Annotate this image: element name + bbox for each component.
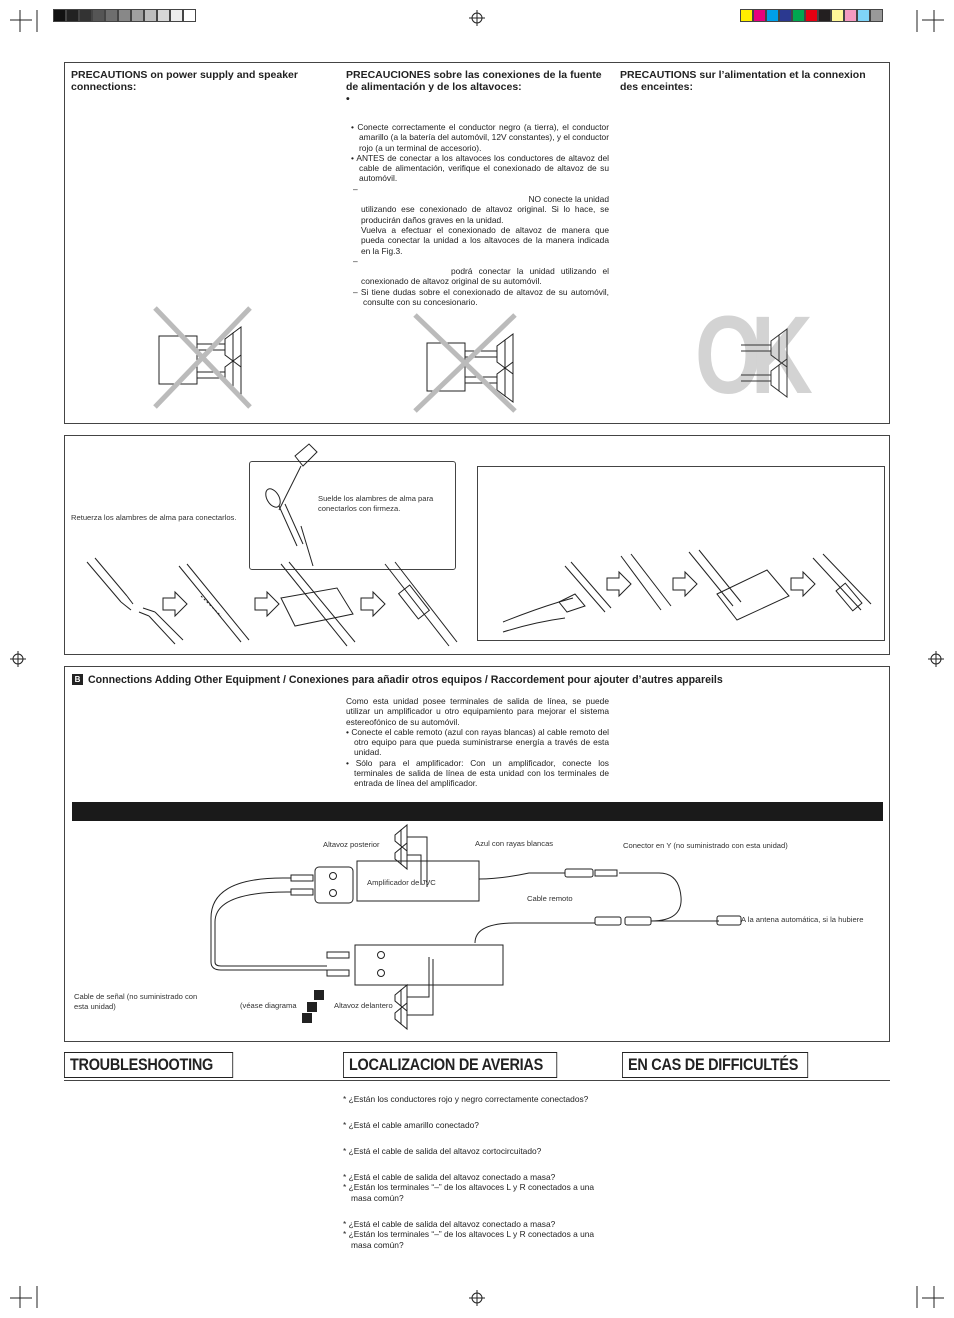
precautions-es-body: • Conecte correctamente el conductor negro (a tierra), el conductor amarillo (a la batería del automóvil, 12V constantes), y el conductor rojo (a un terminal de accesorio). • ANTES de conectar a los altavoces los conductores de altavoz del cable de alimentación, verifique el conexionado de altavoz de su automóvil. – NO conecte la unidad utilizando ese conexionado de altavoz original. Si lo hace, se producirán daños graves en la unidad. Vuelva a efectuar el conexionado de altavoz de manera que pueda conectar la unidad a los altavoces de la manera indicada en la Fig.3. – podrá conectar la unidad utilizando el conexionado de altavoz original de su automóvil. – Si tiene dudas sobre el conexionado de altavoz de su automóvil, consulte con su concesionario. — [351, 122, 609, 308]
troubleshooting-item: * ¿Está el cable de salida del altavoz cortocircuitado? — [343, 1146, 542, 1156]
label-blue-white: Azul con rayas blancas — [475, 839, 554, 848]
grey-swatch — [131, 9, 144, 22]
label-jvc-amp: Amplificador de JVC — [367, 878, 436, 887]
precautions-es-heading: PRECAUCIONES sobre las conexiones de la fuente de alimentación y de los altavoces: • — [346, 69, 602, 105]
grey-swatch — [53, 9, 66, 22]
connection-diagram — [65, 667, 891, 1043]
cmyk-swatch — [740, 9, 753, 22]
troubleshooting-es-title: LOCALIZACION DE AVERIAS — [343, 1052, 557, 1078]
troubleshooting-en-title: TROUBLESHOOTING — [64, 1052, 233, 1078]
wiring-steps-illustration — [65, 436, 891, 656]
cmyk-swatch — [818, 9, 831, 22]
cmyk-swatch — [831, 9, 844, 22]
precautions-panel — [64, 62, 890, 424]
grey-swatch — [170, 9, 183, 22]
connections-panel — [64, 666, 890, 1042]
grey-swatch — [144, 9, 157, 22]
troubleshooting-item: * ¿Está el cable amarillo conectado? — [343, 1120, 479, 1130]
connections-title: B Connections Adding Other Equipment / Conexiones para añadir otros equipos / Raccordement pour ajouter d’autres appareils — [72, 674, 884, 686]
grey-swatch — [118, 9, 131, 22]
precautions-fr-heading: PRECAUTIONS sur l’alimentation et la connexion des enceintes: — [620, 69, 866, 93]
label-signal-cable: Cable de señal (no suministrado con esta unidad) — [74, 992, 198, 1011]
ok-speaker-illustration — [65, 63, 891, 425]
cmyk-swatch — [870, 9, 883, 22]
label-front-speaker: Altavoz delantero — [334, 1001, 393, 1010]
cmyk-swatch — [792, 9, 805, 22]
grey-swatch — [183, 9, 196, 22]
troubleshooting-item: * ¿Está el cable de salida del altavoz conectado a masa? * ¿Están los terminales “–” de los altavoces L y R conectados a una masa común? — [343, 1219, 595, 1250]
label-rear-speaker: Altavoz posterior — [323, 840, 380, 849]
cmyk-swatch — [805, 9, 818, 22]
grey-swatch — [105, 9, 118, 22]
precautions-en-heading: PRECAUTIONS on power supply and speaker connections: — [71, 69, 298, 93]
cmyk-color-bar — [740, 9, 883, 22]
cmyk-swatch — [753, 9, 766, 22]
grey-color-bar — [53, 9, 196, 22]
connections-es-body: Como esta unidad posee terminales de salida de línea, se puede utilizar un amplificador u otro equipamiento para mejorar el sistema estereofónico de su automóvil. • Conecte el cable remoto (azul con rayas blancas) al cable remoto del otro equipo para que pueda suministrarse energía a través de esta unidad. • Sólo para el amplificador: Con un amplificador, conecte los terminales de salida de línea de esta unidad con los terminales de entrada de línea del amplificador. — [346, 696, 609, 789]
ok-mark: OK — [695, 294, 802, 417]
cmyk-swatch — [857, 9, 870, 22]
label-y-connector: Conector en Y (no suministrado con esta unidad) — [623, 841, 788, 850]
solder-wires-text: Suelde los alambres de alma para conectarlos con firmeza. — [318, 494, 434, 513]
cmyk-swatch — [766, 9, 779, 22]
grey-swatch — [79, 9, 92, 22]
cmyk-swatch — [779, 9, 792, 22]
troubleshooting-item: * ¿Está el cable de salida del altavoz conectado a masa? * ¿Están los terminales “–” de los altavoces L y R conectados a una masa común? — [343, 1172, 595, 1203]
cmyk-swatch — [844, 9, 857, 22]
grey-swatch — [66, 9, 79, 22]
wiring-panel — [64, 435, 890, 655]
troubleshooting-fr-title: EN CAS DE DIFFICULTÉS — [622, 1052, 808, 1078]
label-see-diagram: (véase diagrama — [240, 1001, 297, 1010]
grey-swatch — [92, 9, 105, 22]
label-remote-cable: Cable remoto — [527, 894, 573, 903]
grey-swatch — [157, 9, 170, 22]
section-b-badge: B — [72, 674, 83, 685]
troubleshooting-item: * ¿Están los conductores rojo y negro correctamente conectados? — [343, 1094, 589, 1104]
label-auto-antenna: A la antena automática, si la hubiere — [741, 915, 864, 924]
troubleshooting-rule — [64, 1080, 890, 1081]
twist-wires-text: Retuerza los alambres de alma para conectarlos. — [71, 513, 237, 522]
